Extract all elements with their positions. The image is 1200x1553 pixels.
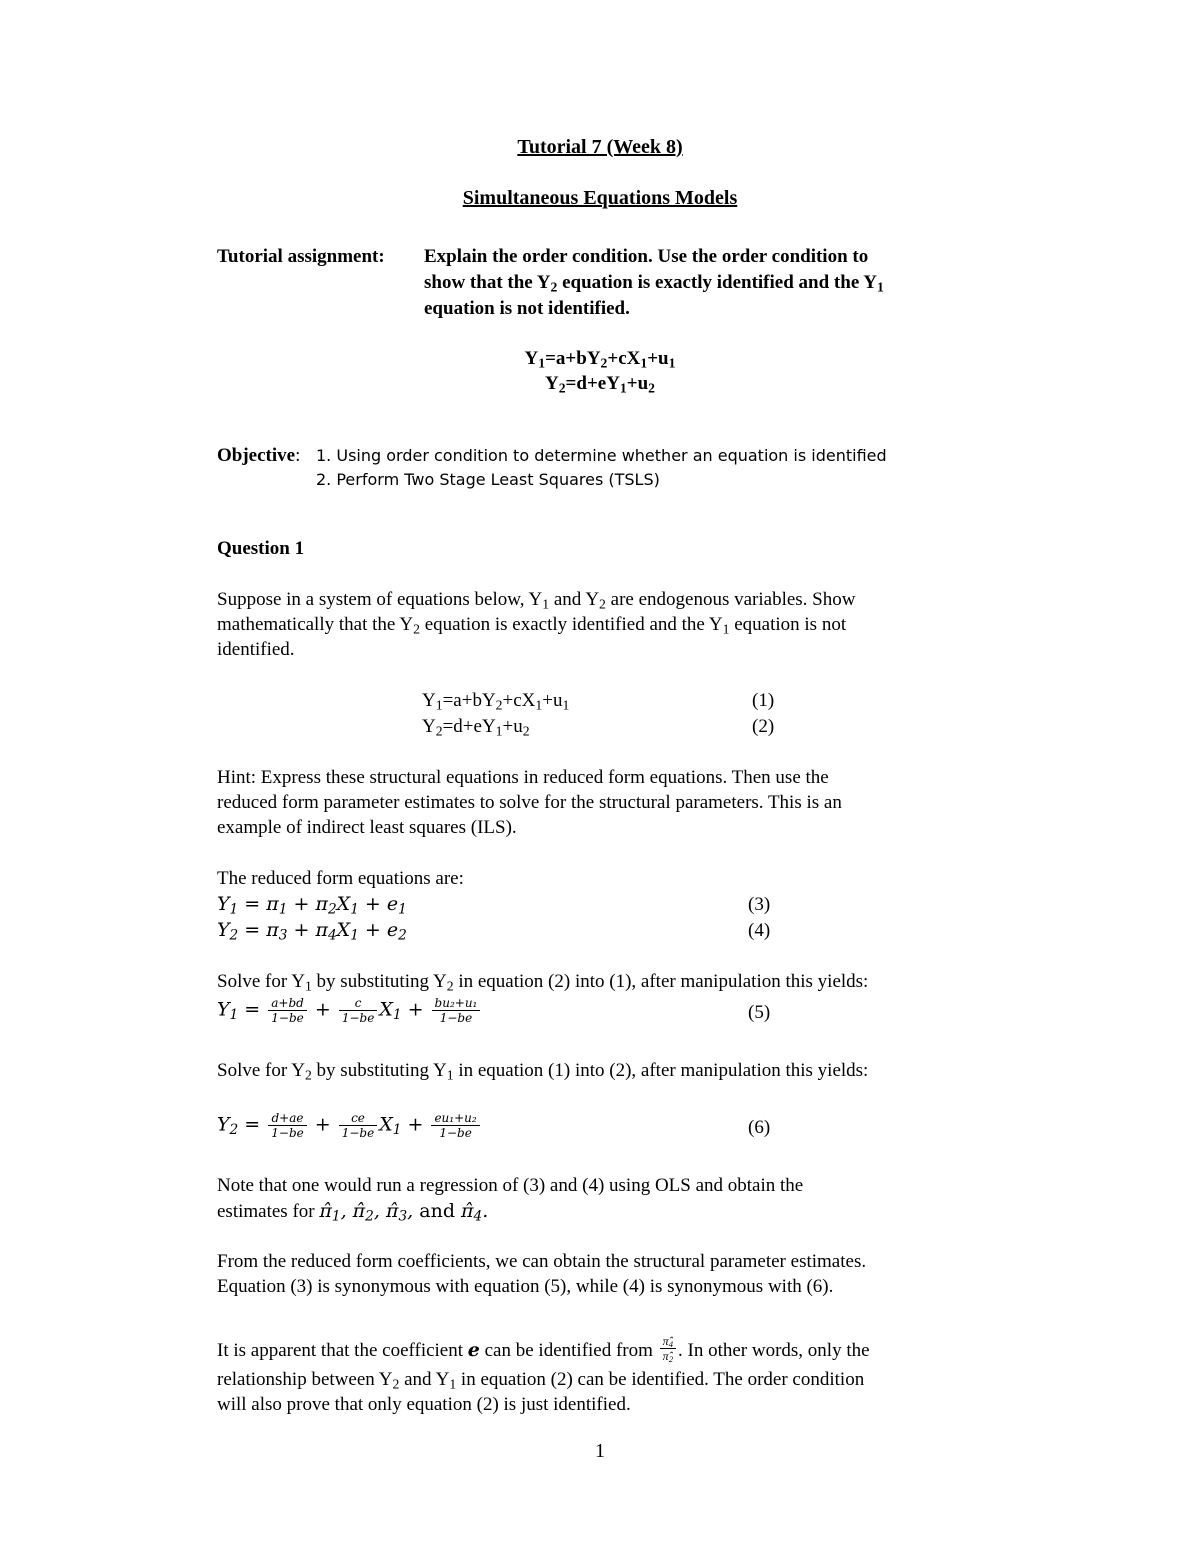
- apparent-line-1: It is apparent that the coefficient e can be identified from $\frac{\pî_4}{\pî_2}$ . In other words, only the: [217, 1334, 870, 1365]
- hint-line-3: example of indirect least squares (ILS).: [217, 817, 517, 838]
- page-number: 1: [595, 1440, 605, 1462]
- page-title: Tutorial 7 (Week 8): [517, 136, 683, 158]
- assignment-label: Tutorial assignment:: [217, 246, 385, 267]
- question-heading: Question 1: [217, 538, 305, 559]
- reduced-form-equation-3: $Y_1 = \pi_1 + \pi_2X_1 + e_1$: [217, 893, 407, 918]
- assignment-equation-2: $Y_2=d+eY_1+u_2$: [544, 373, 656, 396]
- from-coefficients-line-1: From the reduced form coefficients, we can obtain the structural parameter estimates.: [217, 1251, 867, 1272]
- hint-line-2: reduced form parameter estimates to solve for the structural parameters. This is an: [217, 792, 842, 813]
- note-line-2: estimates for $\pî_1$, $\pî_2$, $\pî_3$, and $\pî_4$.: [217, 1200, 489, 1225]
- solve-y1-text: Solve for $Y_1$ by substituting $Y_2$ in equation (2) into (1), after manipulation this yields:: [217, 971, 869, 994]
- equation-number-6: (6): [748, 1117, 771, 1138]
- equation-5: $Y_1$ = $\frac{a+bd}{1-be}$ + $\frac{c}{1-be}$ $X_1$ + $\frac{\text{bu₂+u₁}}{1-be}$: [217, 996, 482, 1025]
- question-paragraph-line-2: mathematically that the $Y_2$ equation is exactly identified and the $Y_1$ equation is not: [217, 614, 847, 637]
- objective-item-2: 2. Perform Two Stage Least Squares (TSLS): [316, 470, 660, 489]
- assignment-equation-1: $Y_1=a+bY_2+cX_1+u_1$: [524, 348, 676, 371]
- question-paragraph-line-1: Suppose in a system of equations below, $Y_1$ and $Y_2$ are endogenous variables. Show: [217, 589, 856, 612]
- assignment-line-1: Explain the order condition. Use the order condition to: [424, 246, 869, 267]
- structural-equation-2: $Y_2=d+eY_1+u_2$: [422, 716, 530, 739]
- apparent-line-3: will also prove that only equation (2) is just identified.: [217, 1394, 631, 1415]
- apparent-line-2: relationship between $Y_2$ and $Y_1$ in equation (2) can be identified. The order condition: [217, 1369, 865, 1392]
- equation-number-1: (1): [752, 690, 775, 711]
- equation-number-3: (3): [748, 894, 771, 915]
- equation-6: $Y_2$ = $\frac{d+ae}{1-be}$ + $\frac{ce}{1-be}$ $X_1$ + $\frac{\text{eu₁+u₂}}{1-be}$: [217, 1111, 482, 1140]
- equation-number-4: (4): [748, 920, 771, 941]
- equation-number-5: (5): [748, 1002, 771, 1023]
- note-line-1: Note that one would run a regression of (3) and (4) using OLS and obtain the: [217, 1175, 804, 1196]
- equation-number-2: (2): [752, 716, 775, 737]
- solve-y2-text: Solve for $Y_2$ by substituting $Y_1$ in equation (1) into (2), after manipulation this yields:: [217, 1060, 869, 1083]
- objective-label: Objective:: [217, 445, 301, 466]
- hint-line-1: Hint: Express these structural equations in reduced form equations. Then use the: [217, 767, 829, 788]
- page-subtitle: Simultaneous Equations Models: [462, 187, 738, 209]
- assignment-line-3: equation is not identified.: [424, 298, 630, 319]
- reduced-form-equation-4: $Y_2 = \pi_3 + \pi_4X_1 + e_2$: [217, 919, 407, 944]
- from-coefficients-line-2: Equation (3) is synonymous with equation (5), while (4) is synonymous with (6).: [217, 1276, 834, 1297]
- structural-equation-1: $Y_1=a+bY_2+cX_1+u_1$: [422, 690, 570, 713]
- assignment-line-2: show that the $Y_2$ equation is exactly identified and the $Y_1$: [424, 272, 884, 295]
- reduced-form-intro: The reduced form equations are:: [217, 868, 464, 889]
- question-paragraph-line-3: identified.: [217, 639, 295, 660]
- objective-item-1: 1. Using order condition to determine whether an equation is identified: [316, 446, 887, 465]
